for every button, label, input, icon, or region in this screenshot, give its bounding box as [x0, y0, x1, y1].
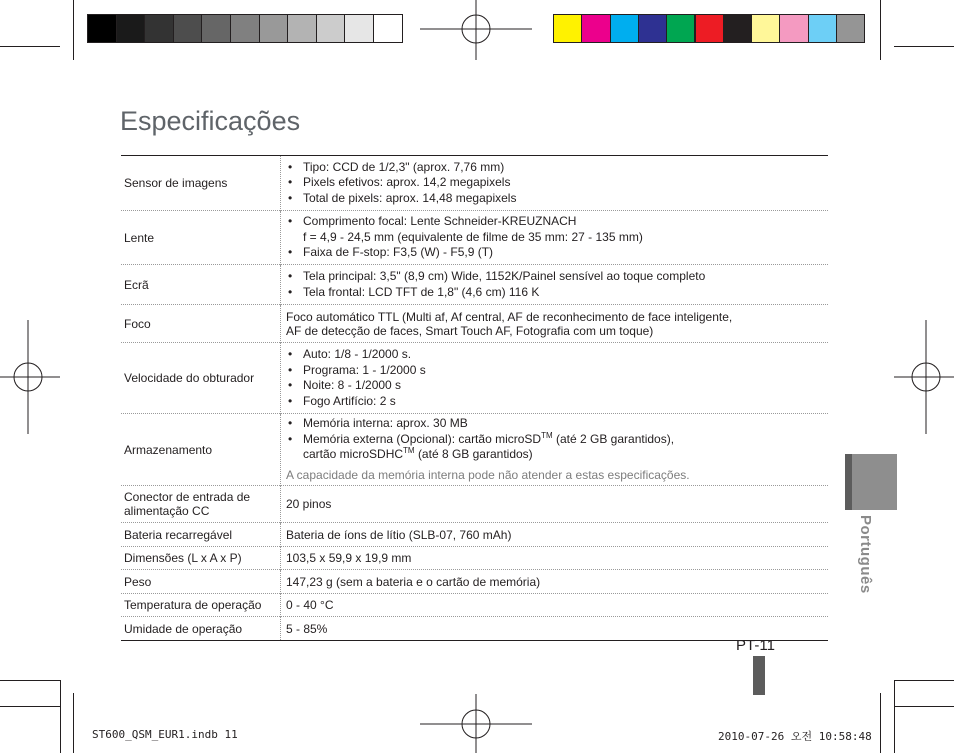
table-row	[121, 523, 828, 547]
color-swatch	[553, 14, 582, 43]
color-swatch	[173, 14, 203, 43]
color-swatch	[836, 14, 865, 43]
row-label: Temperatura de operação	[121, 594, 281, 617]
color-swatch	[116, 14, 146, 43]
list-item: • Fogo Artifício: 2 s	[286, 394, 828, 410]
color-swatch	[695, 14, 724, 43]
row-label: Dimensões (L x A x P)	[121, 547, 281, 570]
page-marker-bar	[753, 656, 765, 695]
color-swatch	[259, 14, 289, 43]
row-value	[281, 211, 829, 265]
table-row	[121, 570, 828, 594]
row-value	[281, 343, 829, 414]
footer-date-info: 2010-07-26 오전 10:58:48	[718, 730, 872, 743]
bullet-text: Comprimento focal: Lente Schneider-KREUZNACH	[303, 214, 577, 229]
list-item: • Tipo: CCD de 1/2,3" (aprox. 7,76 mm)	[286, 160, 828, 176]
row-label: Peso	[121, 570, 281, 594]
value-line: Foco automático TTL (Multi af, Af central, AF de reconhecimento de face inteligente,	[286, 309, 733, 324]
color-swatch	[666, 14, 695, 43]
color-swatch	[723, 14, 752, 43]
list-item: • Memória interna: aprox. 30 MB	[286, 416, 828, 432]
row-value	[281, 414, 829, 486]
list-item	[286, 432, 828, 463]
value-line: AF de detecção de faces, Smart Touch AF, Fotografia com um toque)	[286, 323, 654, 338]
page-number: PT-11	[736, 637, 775, 654]
table-row	[121, 305, 828, 343]
row-value: 20 pinos	[286, 497, 332, 511]
table-row	[121, 265, 828, 305]
row-value: 103,5 x 59,9 x 19,9 mm	[286, 551, 412, 565]
color-swatch	[373, 14, 403, 43]
row-label: Ecrã	[121, 265, 281, 305]
table-row	[121, 547, 828, 570]
list-item: • Pixels efetivos: aprox. 14,2 megapixels	[286, 175, 828, 191]
bullet-text: Memória externa (Opcional): cartão microSD	[303, 431, 542, 446]
row-value: 147,23 g (sem a bateria e o cartão de memória)	[286, 574, 541, 589]
row-label: Sensor de imagens	[121, 156, 281, 211]
row-label: Umidade de operação	[121, 617, 281, 641]
row-value: 0 - 40 °C	[286, 598, 334, 612]
color-swatch	[287, 14, 317, 43]
row-label: Armazenamento	[121, 414, 281, 486]
table-row	[121, 617, 828, 641]
trademark-mark: TM	[403, 446, 415, 456]
color-swatch	[638, 14, 667, 43]
row-label: Velocidade do obturador	[121, 343, 281, 414]
row-label: Conector de entrada de alimentação CC	[121, 486, 281, 523]
color-swatch	[230, 14, 260, 43]
list-item: • Noite: 8 - 1/2000 s	[286, 378, 828, 394]
page-title: Especificações	[120, 106, 301, 136]
footer-file-info: ST600_QSM_EUR1.indb 11	[92, 728, 238, 741]
color-swatch	[581, 14, 610, 43]
bullet-text: (até 2 GB garantidos),	[555, 431, 675, 446]
footnote: A capacidade da memória interna pode não atender a estas especificações.	[286, 467, 690, 482]
specifications-table	[121, 155, 828, 641]
bullet-text: f = 4,9 - 24,5 mm (equivalente de filme de 35 mm: 27 - 135 mm)	[303, 229, 643, 244]
color-swatch	[751, 14, 780, 43]
row-value	[281, 305, 829, 343]
color-swatch	[316, 14, 346, 43]
list-item: • Programa: 1 - 1/2000 s	[286, 363, 828, 379]
color-swatch	[144, 14, 174, 43]
list-item: • Total de pixels: aprox. 14,48 megapixels	[286, 191, 828, 207]
list-item: • Tela principal: 3,5" (8,9 cm) Wide, 1152K/Painel sensível ao toque completo	[286, 269, 828, 285]
table-row	[121, 343, 828, 414]
row-label: Foco	[121, 305, 281, 343]
row-label: Lente	[121, 211, 281, 265]
list-item: • Tela frontal: LCD TFT de 1,8" (4,6 cm) 116 K	[286, 285, 828, 301]
trademark-mark: TM	[541, 430, 553, 440]
color-swatch	[344, 14, 374, 43]
color-swatch	[610, 14, 639, 43]
table-row	[121, 414, 828, 486]
list-item: • Faixa de F-stop: F3,5 (W) - F5,9 (T)	[286, 245, 828, 261]
color-swatch	[808, 14, 837, 43]
row-value	[281, 265, 829, 305]
language-label: Português	[857, 515, 874, 594]
color-swatch	[779, 14, 808, 43]
table-row	[121, 211, 828, 265]
row-value: Bateria de íons de lítio (SLB-07, 760 mAh)	[286, 527, 512, 542]
color-swatch	[87, 14, 117, 43]
list-item: • Auto: 1/8 - 1/2000 s.	[286, 347, 828, 363]
bullet-text: cartão microSDHC	[303, 447, 404, 462]
color-swatch	[201, 14, 231, 43]
language-tab-edge	[845, 454, 852, 510]
table-row	[121, 156, 828, 211]
row-value: 5 - 85%	[286, 621, 328, 636]
row-value	[281, 156, 829, 211]
row-label: Bateria recarregável	[121, 523, 281, 547]
table-row	[121, 594, 828, 617]
list-item	[286, 214, 828, 245]
language-tab	[845, 454, 897, 510]
table-row	[121, 486, 828, 523]
bullet-text: (até 8 GB garantidos)	[417, 447, 533, 462]
